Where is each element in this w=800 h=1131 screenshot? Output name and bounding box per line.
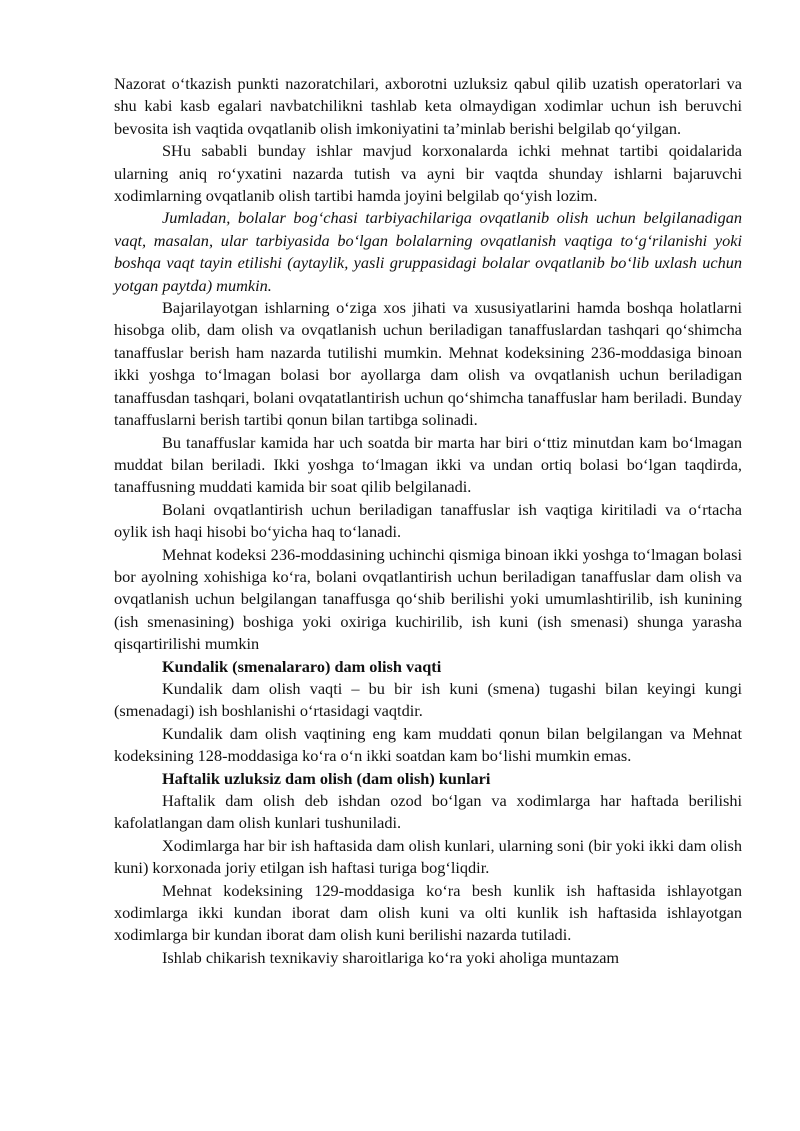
paragraph: Kundalik dam olish vaqti – bu bir ish kuni (smena) tugashi bilan keyingi kungi (smenadagi) ish boshlanishi o‘rtasidagi vaqtdir. [114,678,742,721]
section-heading: Kundalik (smenalararo) dam olish vaqti [162,656,442,676]
paragraph: SHu sababli bunday ishlar mavjud korxonalarda ichki mehnat tartibi qoidalarida ularning aniq ro‘yxatini nazarda tutish va ayni bir vaqtda shunday ishlarni bajaruvchi xodimlarning ovqatlanib olish tartibi hamda joyini belgilab qo‘yish lozim. [114,141,742,206]
paragraph: Nazorat o‘tkazish punkti nazoratchilari, axborotni uzluksiz qabul qilib uzatish operatorlari va shu kabi kasb egalari navbatchilikni tashlab keta olmaydigan xodimlar uchun ish beruvchi bevosita ish vaqtida ovqatlanib olish imkoniyatini ta’minlab berishi belgilab qo‘yilgan. [114,74,742,138]
paragraph: Bolani ovqatlantirish uchun beriladigan tanaffuslar ish vaqtiga kiritiladi va o‘rtacha oylik ish haqi hisobi bo‘yicha haq to‘lanadi. [114,499,742,542]
paragraph: Kundalik dam olish vaqtining eng kam muddati qonun bilan belgilangan va Mehnat kodeksining 128-moddasiga ko‘ra o‘n ikki soatdan kam bo‘lishi mumkin emas. [114,723,742,766]
paragraph: Haftalik dam olish deb ishdan ozod bo‘lgan va xodimlarga har haftada berilishi kafolatlangan dam olish kunlari tushuniladi. [114,791,742,833]
document-page [114,73,742,969]
paragraph: Xodimlarga har bir ish haftasida dam olish kunlari, ularning soni (bir yoki ikki dam olish kuni) korxonada joriy etilgan ish haftasi turiga bog‘liqdir. [114,835,742,878]
paragraph: Mehnat kodeksining 129-moddasiga ko‘ra besh kunlik ish haftasida ishlayotgan xodimlarga ikki kundan iborat dam olish kuni va olti kunlik ish haftasida ishlayotgan xodimlarga bir kundan iborat dam olish kuni berilishi nazarda tutiladi. [114,880,742,945]
paragraph: Jumladan, bolalar bog‘chasi tarbiyachilariga ovqatlanib olish uchun belgilanadigan vaqt, masalan, ular tarbiyasida bo‘lgan bolalarning ovqatlanish vaqtiga to‘g‘rilanishi yoki boshqa vaqt tayin etilishi (aytaylik, yasli gruppasidagi bolalar ovqatlanib bo‘lib uxlash uchun yotgan paytda) mumkin. [114,208,742,295]
paragraph: Bu tanaffuslar kamida har uch soatda bir marta har biri o‘ttiz minutdan kam bo‘lmagan muddat bilan beriladi. Ikki yoshga to‘lmagan ikki va undan ortiq bolasi bo‘lgan taqdirda, tanaffusning muddati kamida bir soat qilib belgilanadi. [114,432,742,497]
paragraph: Mehnat kodeksi 236-moddasining uchinchi qismiga binoan ikki yoshga to‘lmagan bolasi bor ayolning xohishiga ko‘ra, bolani ovqatlantirish uchun beriladigan tanaffuslar dam olish va ovqatlanish uchun belgilangan tanaffusga qo‘shib berilishi yoki umumlashtirilib, ish kunining (ish smenasining) boshiga yoki oxiriga kuchirilib, ish kuni (ish smenasi) shunga yarasha qisqartirilishi mumkin [114,544,742,654]
paragraph: Ishlab chikarish texnikaviy sharoitlariga ko‘ra yoki aholiga muntazam [162,947,620,967]
paragraph: Bajarilayotgan ishlarning o‘ziga xos jihati va xususiyatlarini hamda boshqa holatlarni hisobga olib, dam olish va ovqatlanish uchun beriladigan tanaffuslardan tashqari qo‘shimcha tanaffuslar berish ham nazarda tutilishi mumkin. Mehnat kodeksining 236-moddasiga binoan ikki yoshga to‘lmagan bolasi bor ayollarga dam olish va ovqatlanish uchun beriladigan tanaffusdan tashqari, bolani ovqatatlantirish uchun qo‘shimcha tanaffuslar ham beriladi. Bunday tanaffuslarni berish tartibi qonun bilan tartibga solinadi. [114,298,742,430]
section-heading: Haftalik uzluksiz dam olish (dam olish) kunlari [162,768,491,788]
